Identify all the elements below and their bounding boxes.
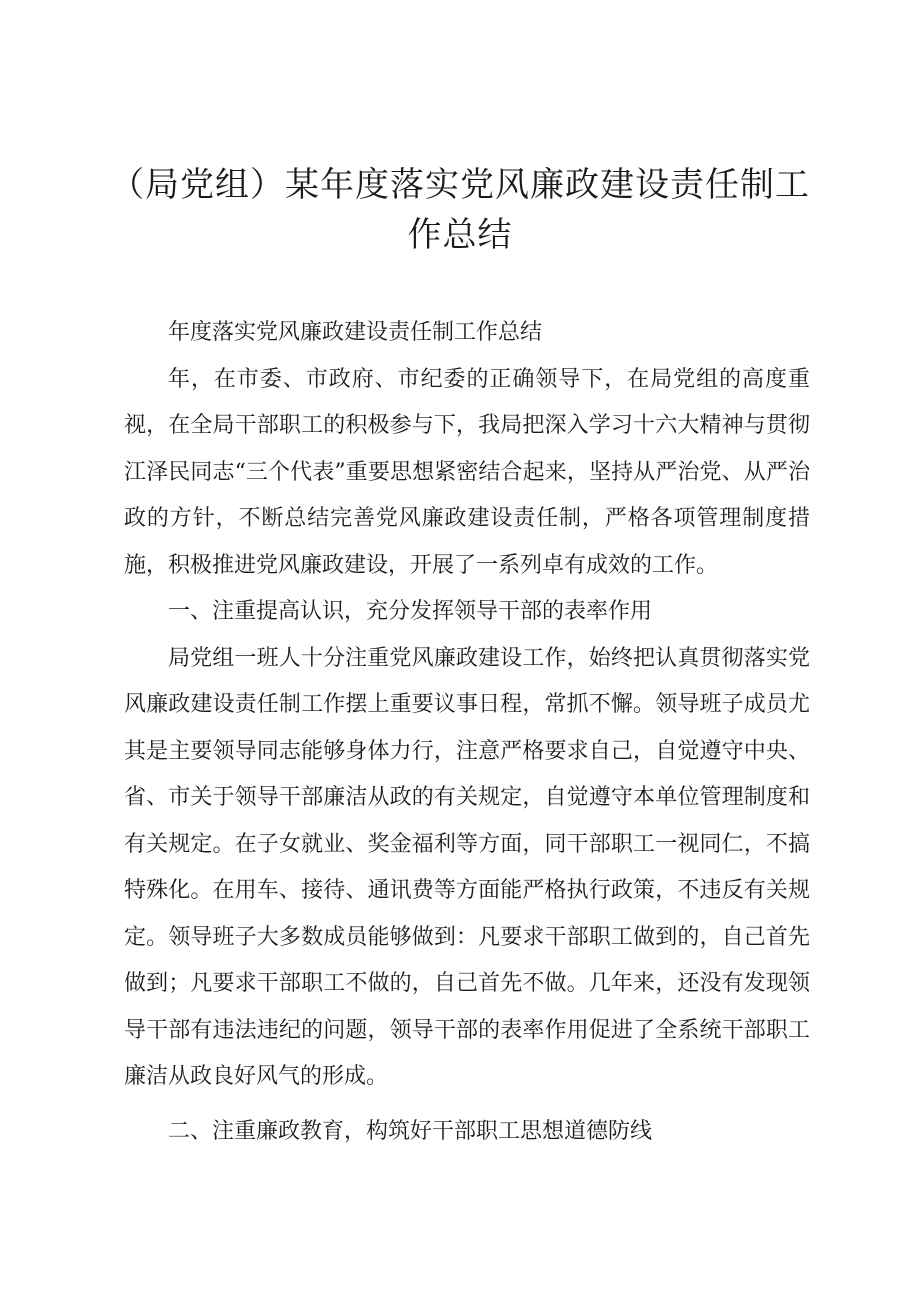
section-heading-2: 二、注重廉政教育，构筑好干部职工思想道德防线	[168, 1118, 653, 1144]
subtitle-paragraph: 年度落实党风廉政建设责任制工作总结	[168, 320, 543, 345]
title-line-2: 作总结	[407, 215, 513, 255]
document-body	[124, 310, 810, 1155]
intro-paragraph: 年，在市委、市政府、市纪委的正确领导下，在局党组的高度重视，在全局干部职工的积极参与下，我局把深入学习十六大精神与贯彻江泽民同志“三个代表”重要思想紧密结合起来，坚持从严治党、从严治政的方针，不断总结完善党风廉政建设责任制，严格各项管理制度措施，积极推进党风廉政建设，开展了一系列卓有成效的工作。	[124, 366, 810, 578]
section-1-paragraph: 局党组一班人十分注重党风廉政建设工作，始终把认真贯彻落实党风廉政建设责任制工作摆上重要议事日程，常抓不懈。领导班子成员尤其是主要领导同志能够身体力行，注意严格要求自己，自觉遵守中央、省、市关于领导干部廉洁从政的有关规定，自觉遵守本单位管理制度和有关规定。在子女就业、奖金福利等方面，同干部职工一视同仁，不搞特殊化。在用车、接待、通讯费等方面能严格执行政策，不违反有关规定。领导班子大多数成员能够做到：凡要求干部职工做到的，自己首先做到；凡要求干部职工不做的，自己首先不做。几年来，还没有发现领导干部有违法违纪的问题，领导干部的表率作用促进了全系统干部职工廉洁从政良好风气的形成。	[124, 645, 810, 1089]
section-heading-1: 一、注重提高认识，充分发挥领导干部的表率作用	[168, 599, 653, 624]
title-line-1: （局党组）某年度落实党风廉政建设责任制工	[110, 165, 810, 205]
document-title	[110, 160, 810, 260]
